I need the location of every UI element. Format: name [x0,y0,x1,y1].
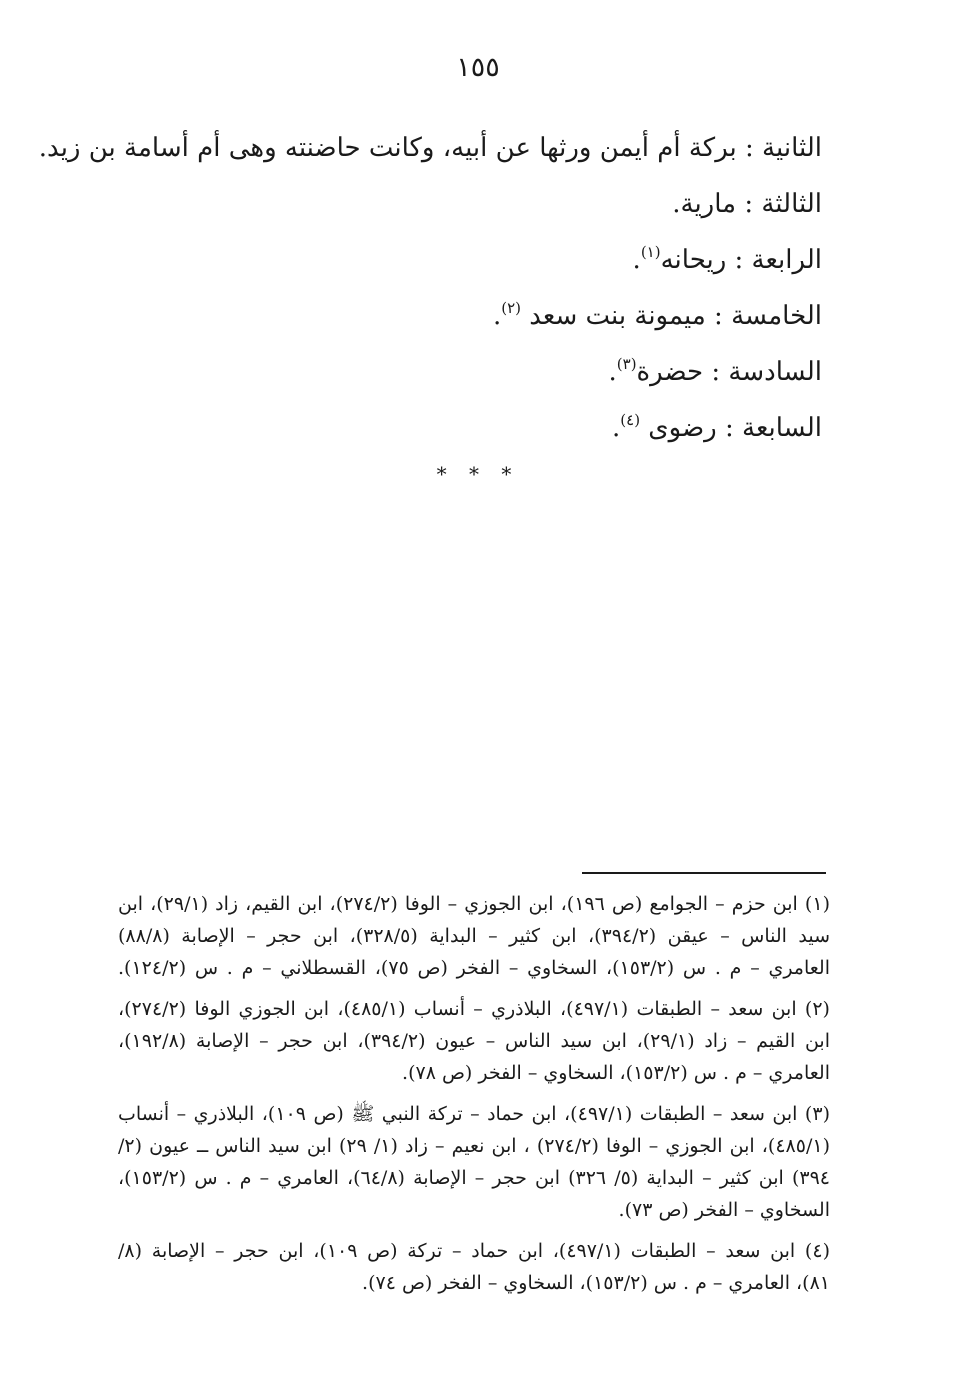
footnote-line: (٢) ابن سعد – الطبقات (٤٩٧/١)، البلاذري – أنساب (٤٨٥/١)، ابن الجوزي الوفا (٢٧٤/٢)، [118,998,830,1020]
footnote-line: السخاوي – الفخر (ص ٧٣). [618,1199,830,1221]
section-separator: * * * [436,462,520,486]
footnote-3 [118,1098,830,1226]
footnote-4 [118,1235,830,1299]
main-line: السابعة : رضوى $^{(٤)}$. [612,411,822,443]
footnotes [118,888,830,1308]
footnote-ref[interactable]: (١) [640,243,661,261]
footnote-line: سيد الناس – عيقن (٣٩٤/٢)، ابن كثير – البداية (٣٢٨/٥)، ابن حجر – الإصابة (٨٨/٨) [118,925,830,947]
footnote-ref[interactable]: (٣) [616,355,637,373]
footnote-divider [582,872,826,874]
footnote-line: (١) ابن حزم – الجوامع (ص ١٩٦)، ابن الجوزي – الوفا (٢٧٤/٢)، ابن القيم، زاد (٢٩/١)، ابن [118,893,830,915]
footnote-line: (٤) ابن سعد – الطبقات (٤٩٧/١)، ابن حماد – تركة (ص ١٠٩)، ابن حجر – الإصابة (٨/ [118,1240,830,1262]
footnote-line: العامري – م . س (١٥٣/٢)، السخاوي – الفخر (ص ٧٨). [402,1062,830,1084]
footnote-line: (٤٨٥/١)، ابن الجوزي – الوفا (٢٧٤/٢) ، ابن نعيم – زاد (١/ ٢٩) ابن سيد الناس ــ عيون (٢/ [118,1135,830,1157]
footnote-ref[interactable]: (٢) [501,299,521,317]
main-line: الخامسة : ميمونة بنت سعد $^{(٢)}$. [492,299,822,331]
main-line: الرابعة : ريحانه$^{(١)}$. [632,243,822,275]
footnote-line: العامري – م . س (١٥٣/٢)، السخاوي – الفخر (ص ٧٥)، القسطلاني – م . س (١٢٤/٢). [118,957,831,979]
footnote-line: (٣) ابن سعد – الطبقات (٤٩٧/١)، ابن حماد – تركة النبي ﷺ (ص ١٠٩)، البلاذري – أنساب [118,1103,830,1125]
footnote-line: ابن القيم – زاد (٢٩/١)، ابن سيد الناس – عيون (٣٩٤/٢)، ابن حجر – الإصابة (١٩٢/٨)، [118,1030,830,1052]
footnote-line: ٣٩٤) ابن كثير – البداية (٥/ ٣٢٦) ابن حجر – الإصابة (٦٤/٨)، العامري – م . س (١٥٣/٢)، [118,1167,830,1189]
main-line: الثانية : بركة أم أيمن ورثها عن أبيه، وكانت حاضنته وهى أم أسامة بن زيد. [38,133,822,163]
footnote-2 [118,993,830,1089]
main-text [38,120,822,456]
main-line: السادسة : حضرة$^{(٣)}$. [608,355,822,387]
footnote-ref[interactable]: (٤) [620,411,641,429]
footnote-1 [118,888,830,984]
footnote-line: ٨١)، العامري – م . س (١٥٣/٢)، السخاوي – الفخر (ص ٧٤). [362,1272,830,1294]
main-line: الثالثة : مارية. [672,189,822,219]
page-number: ١٥٥ [456,52,500,83]
